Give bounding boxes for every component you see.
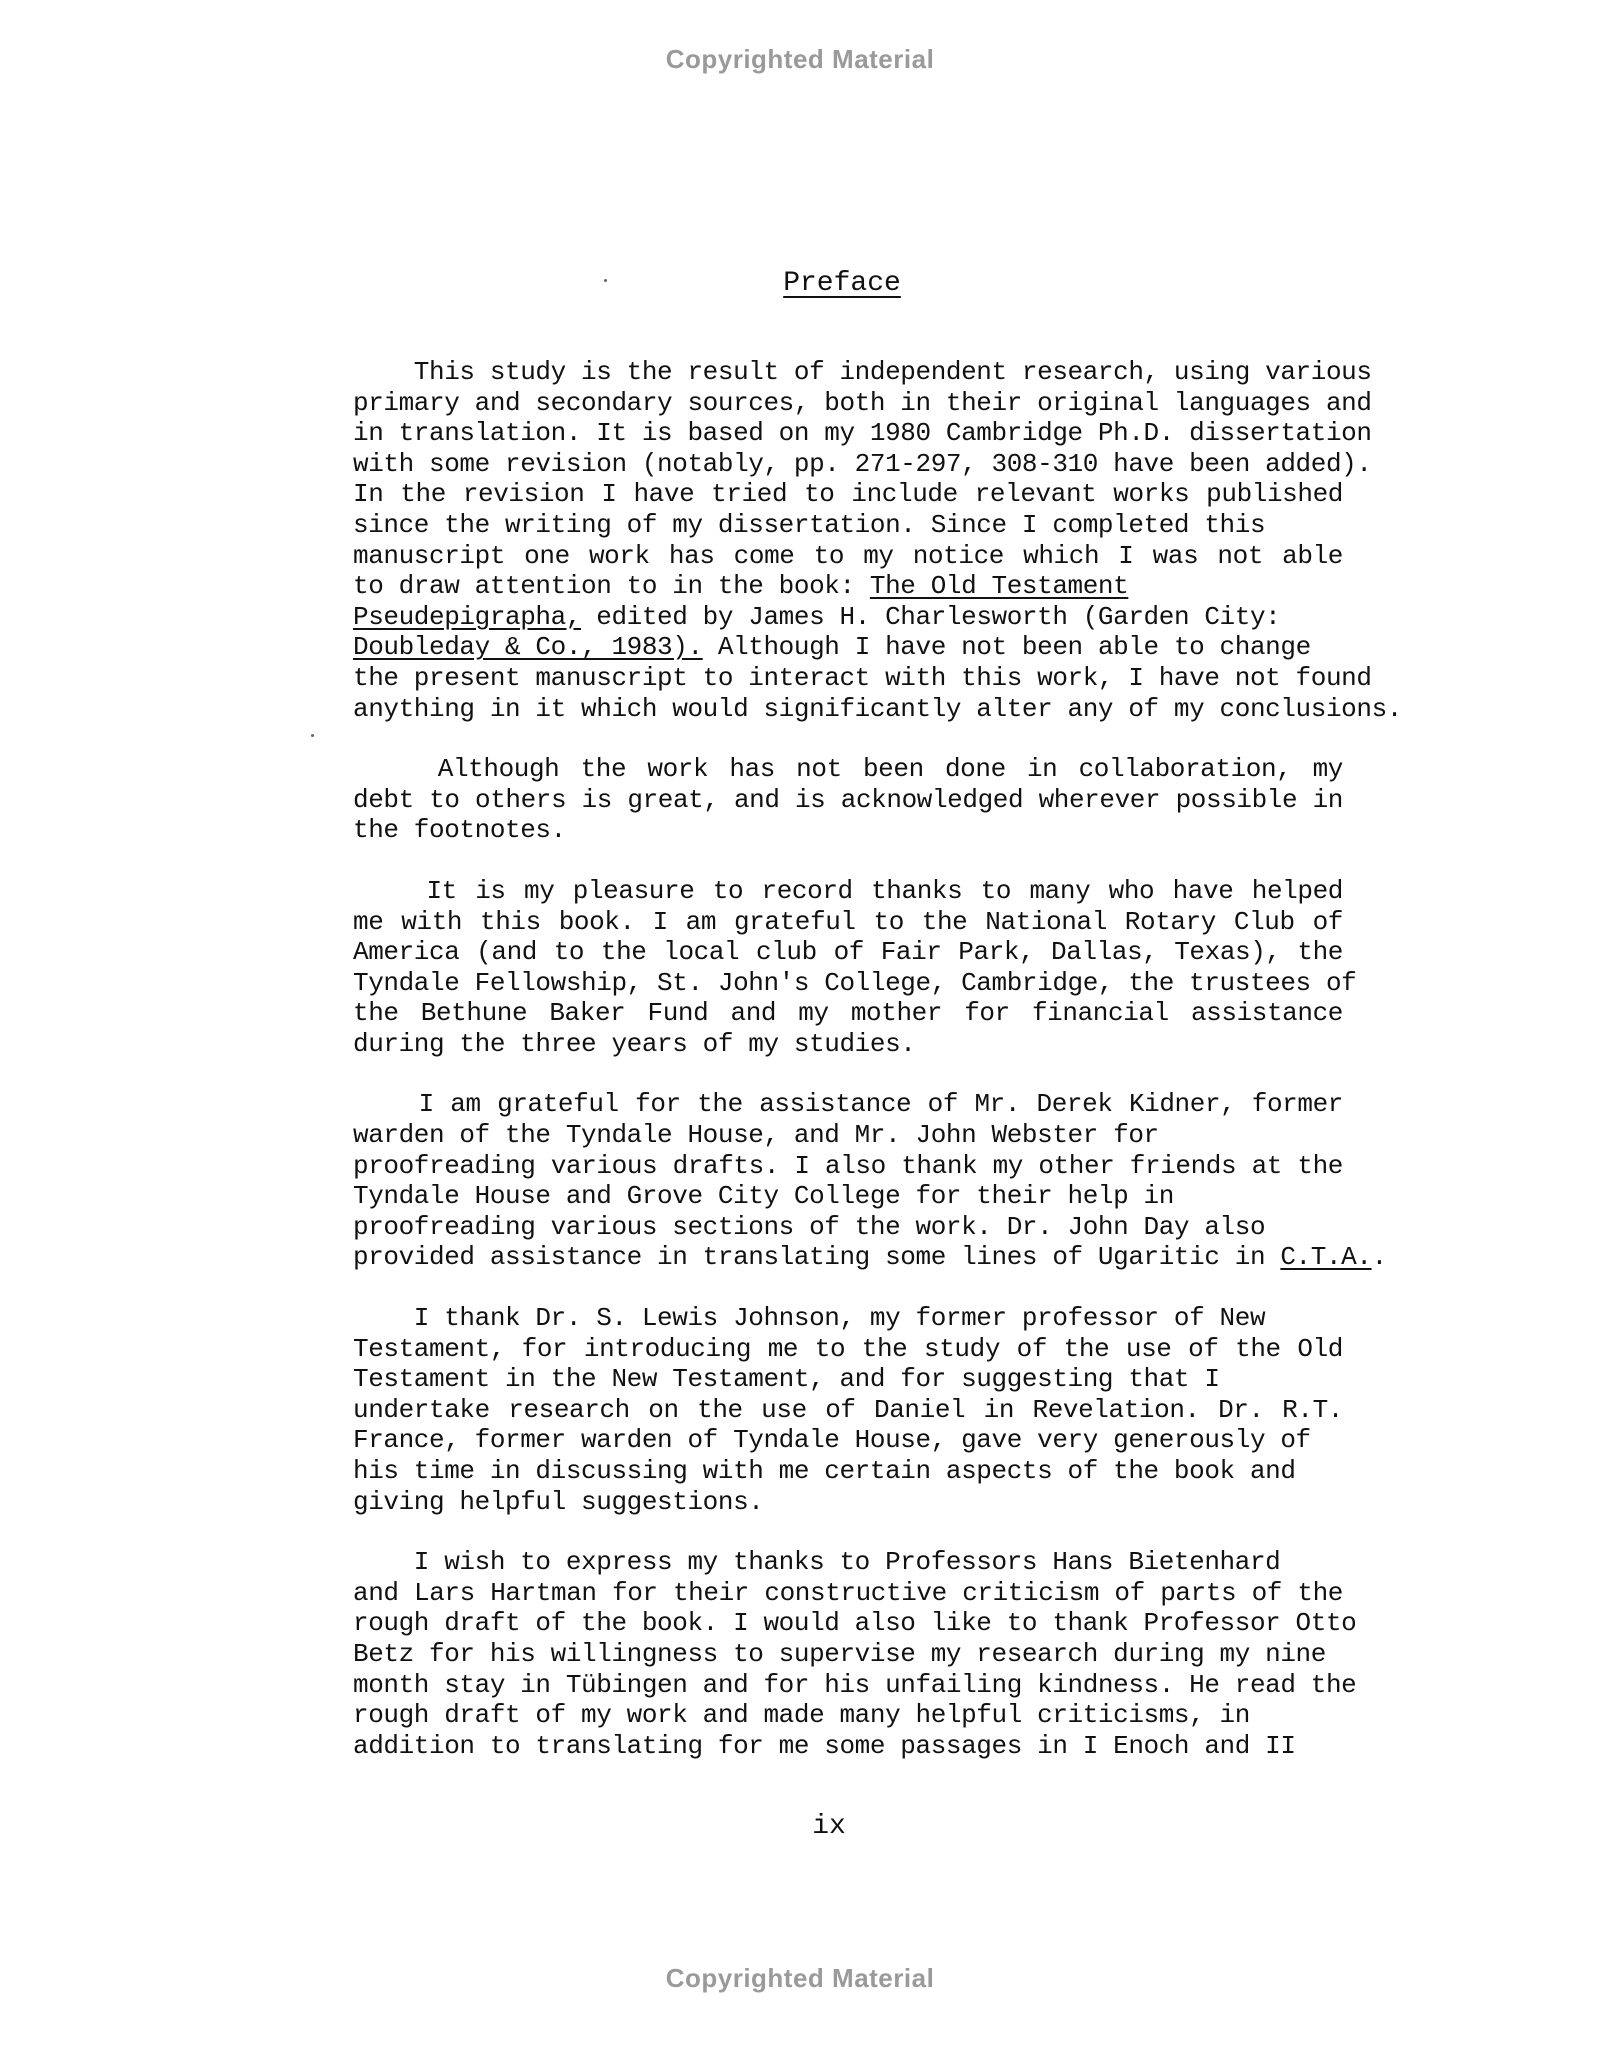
text-segment: edited by James H. Charlesworth (Garden City: <box>581 601 1281 632</box>
watermark-top: Copyrighted Material <box>665 44 935 74</box>
text-line: Tyndale House and Grove City College for their help in <box>353 1181 1174 1212</box>
page-title: Preface <box>783 268 901 299</box>
text-line: debt to others is great, and is acknowledged wherever possible in <box>353 784 1343 815</box>
scan-speck <box>311 734 314 737</box>
paragraph-1 <box>353 357 1402 724</box>
text-segment: . <box>1371 1242 1387 1273</box>
text-line: It is my pleasure to record thanks to many who have helped <box>353 875 1343 906</box>
text-line: America (and to the local club of Fair Park, Dallas, Texas), the <box>353 937 1343 968</box>
text-line: in translation. It is based on my 1980 Cambridge Ph.D. dissertation <box>353 418 1372 449</box>
text-line: In the revision I have tried to include relevant works published <box>353 479 1343 510</box>
text-line: the footnotes. <box>353 815 566 846</box>
text-line: warden of the Tyndale House, and Mr. John Webster for <box>353 1120 1159 1151</box>
text-line: his time in discussing with me certain aspects of the book and <box>353 1456 1296 1486</box>
paragraph-6 <box>353 1547 1357 1761</box>
text-line: proofreading various drafts. I also thank my other friends at the <box>353 1150 1343 1181</box>
text-line: with some revision (notably, pp. 271-297, 308-310 have been added). <box>353 448 1372 479</box>
text-line: the present manuscript to interact with this work, I have not found <box>353 662 1372 693</box>
paragraph-4 <box>353 1089 1387 1273</box>
cta-abbreviation-underlined: C.T.A. <box>1280 1242 1372 1273</box>
text-line: I thank Dr. S. Lewis Johnson, my former professor of New <box>353 1303 1266 1334</box>
book-title-underlined: Pseudepigrapha, <box>353 601 582 632</box>
text-segment: provided assistance in translating some lines of Ugaritic in <box>353 1242 1281 1273</box>
text-line: I wish to express my thanks to Professors Hans Bietenhard <box>353 1547 1281 1578</box>
text-line: since the writing of my dissertation. Since I completed this <box>353 509 1266 540</box>
text-line: I am grateful for the assistance of Mr. Derek Kidner, former <box>353 1089 1343 1120</box>
text-line: undertake research on the use of Daniel in Revelation. Dr. R.T. <box>353 1394 1343 1425</box>
paragraph-2 <box>353 754 1343 846</box>
text-line: Tyndale Fellowship, St. John's College, Cambridge, the trustees of <box>353 967 1357 998</box>
publisher-underlined: Doubleday & Co., 1983). <box>353 632 703 663</box>
text-line: addition to translating for me some passages in I Enoch and II <box>353 1730 1296 1761</box>
text-line <box>353 602 1343 633</box>
text-line: anything in it which would significantly alter any of my conclusions. <box>353 693 1402 724</box>
text-line: primary and secondary sources, both in their original languages and <box>353 387 1372 418</box>
text-line: France, former warden of Tyndale House, gave very generously of <box>353 1425 1311 1456</box>
text-line: rough draft of the book. I would also like to thank Professor Otto <box>353 1608 1357 1639</box>
book-title-underlined: The Old Testament <box>869 571 1129 602</box>
text-line: the Bethune Baker Fund and my mother for financial assistance <box>353 998 1343 1029</box>
text-line: Although the work has not been done in collaboration, my <box>353 754 1343 785</box>
text-line: and Lars Hartman for their constructive criticism of parts of the <box>353 1577 1343 1608</box>
text-line: me with this book. I am grateful to the National Rotary Club of <box>353 906 1343 937</box>
text-line <box>353 1242 1387 1273</box>
watermark-bottom: Copyrighted Material <box>665 1963 935 1993</box>
text-line <box>353 632 1343 663</box>
text-line: month stay in Tübingen and for his unfailing kindness. He read the <box>353 1669 1357 1700</box>
text-line: proofreading various sections of the work. Dr. John Day also <box>353 1211 1266 1242</box>
paragraph-5 <box>353 1303 1343 1517</box>
text-line <box>353 571 1343 602</box>
text-line: giving helpful suggestions. <box>353 1486 764 1517</box>
preface-body <box>353 357 1402 1791</box>
text-line: Testament, for introducing me to the study of the use of the Old <box>353 1333 1343 1364</box>
text-segment: to draw attention to in the book: <box>353 571 870 602</box>
text-line: during the three years of my studies. <box>353 1028 916 1059</box>
text-line: rough draft of my work and made many helpful criticisms, in <box>353 1700 1250 1731</box>
text-line: Betz for his willingness to supervise my research during my nine <box>353 1638 1326 1669</box>
text-line: Testament in the New Testament, and for suggesting that I <box>353 1364 1220 1395</box>
page-number: ix <box>812 1811 846 1842</box>
paragraph-3 <box>353 875 1357 1060</box>
text-segment: Although I have not been able to change <box>702 632 1311 663</box>
text-line: This study is the result of independent research, using various <box>353 357 1372 387</box>
text-line: manuscript one work has come to my notice which I was not able <box>353 540 1343 571</box>
